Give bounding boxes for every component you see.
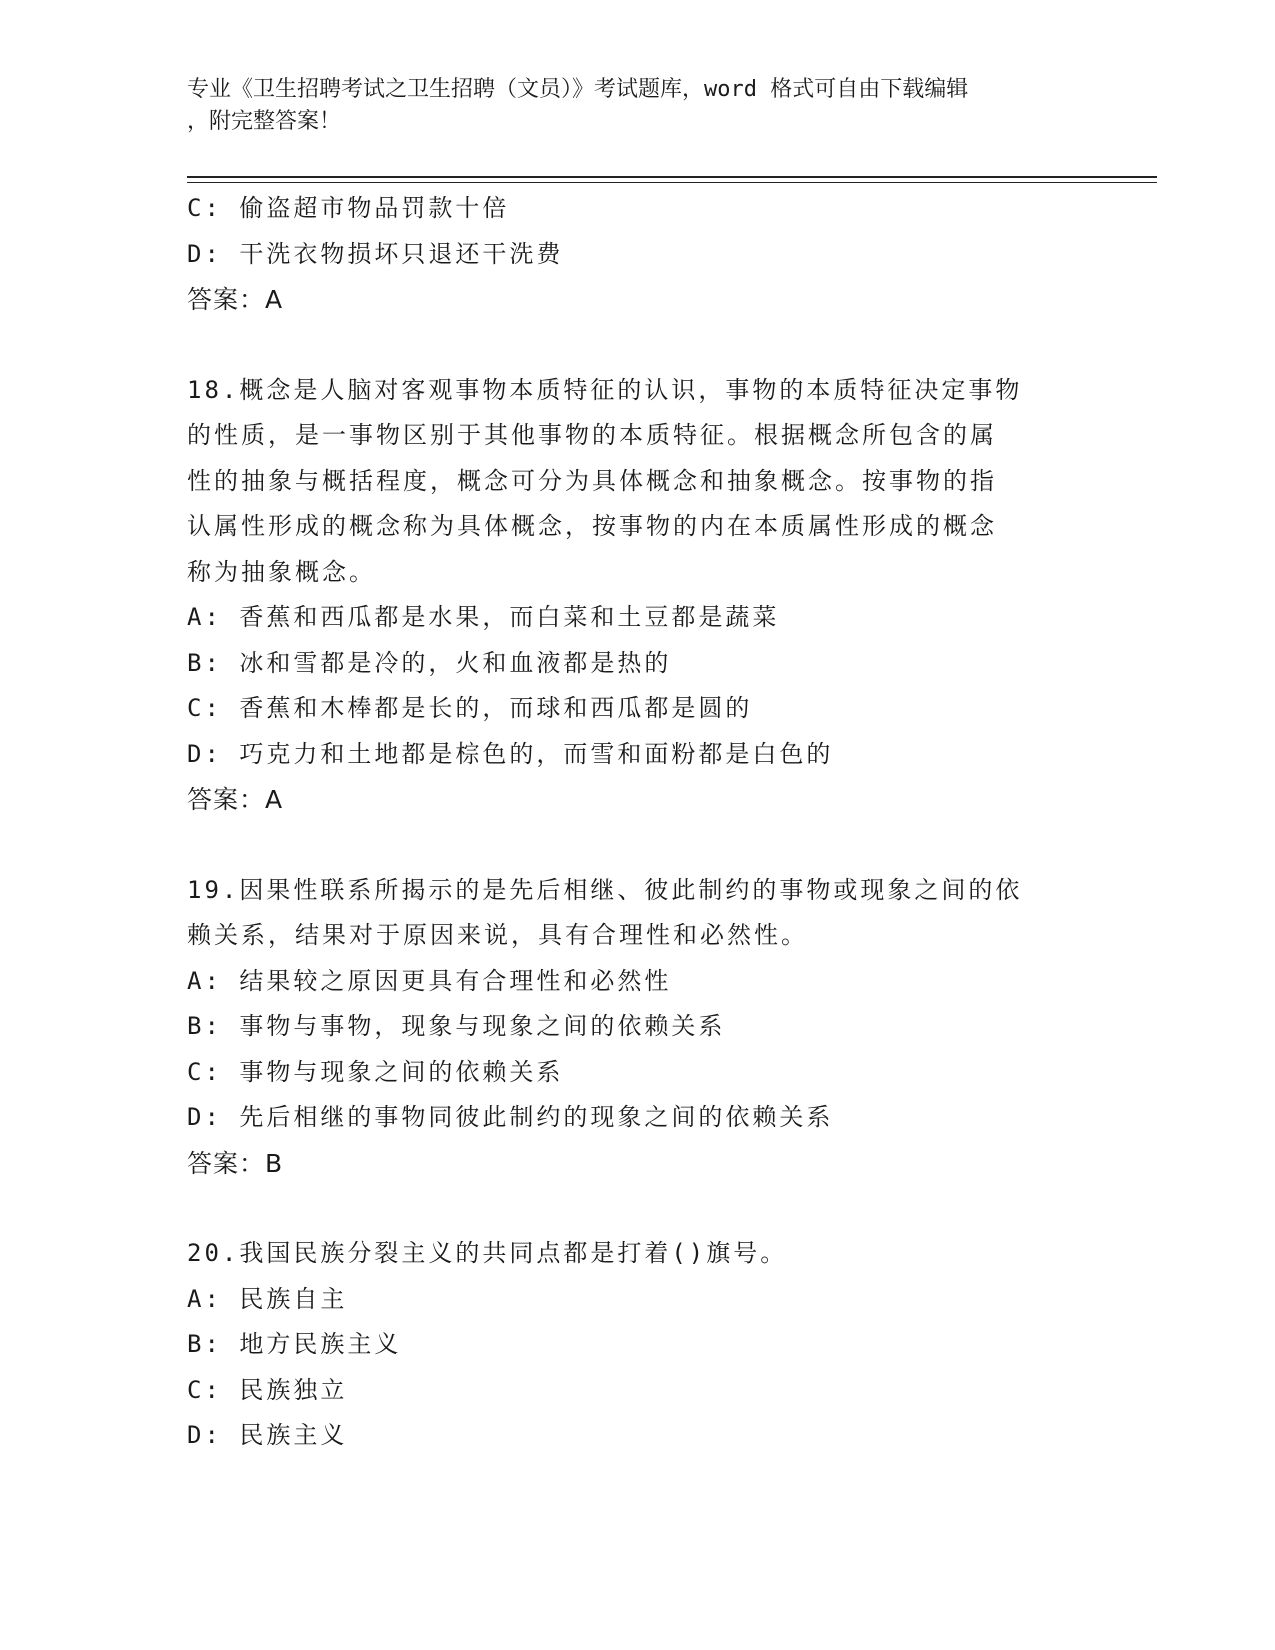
header-line-2: ，附完整答案！ <box>187 109 342 134</box>
option-c: C: 事物与现象之间的依赖关系 <box>187 1057 564 1086</box>
option-d: D: 巧克力和土地都是棕色的，而雪和面粉都是白色的 <box>187 739 834 768</box>
answer-label: 答案：A <box>187 785 284 814</box>
option-c: C: 民族独立 <box>187 1375 348 1404</box>
question-text-line: 19.因果性联系所揭示的是先后相继、彼此制约的事物或现象之间的依 <box>187 875 1023 904</box>
question-text-line: 20.我国民族分裂主义的共同点都是打着()旗号。 <box>187 1239 788 1267</box>
option-d: D: 民族主义 <box>187 1421 348 1449</box>
question-text-line: 称为抽象概念。 <box>187 557 376 586</box>
question-list <box>187 186 1087 1459</box>
option-d: D: 干洗衣物损坏只退还干洗费 <box>187 239 564 268</box>
option-a: A: 香蕉和西瓜都是水果，而白菜和土豆都是蔬菜 <box>187 603 780 631</box>
spacer <box>187 1186 1087 1231</box>
option-a: A: 民族自主 <box>187 1284 348 1313</box>
question-18 <box>187 368 1087 823</box>
question-text-line: 赖关系，结果对于原因来说，具有合理性和必然性。 <box>187 921 808 949</box>
spacer <box>187 323 1087 368</box>
option-b: B: 冰和雪都是冷的，火和血液都是热的 <box>187 648 672 677</box>
question-20 <box>187 1231 1087 1459</box>
header-rule-thin <box>187 182 1157 183</box>
question-19 <box>187 868 1087 1187</box>
option-c: C: 偷盗超市物品罚款十倍 <box>187 194 510 222</box>
option-c: C: 香蕉和木棒都是长的，而球和西瓜都是圆的 <box>187 694 753 722</box>
option-b: B: 事物与事物，现象与现象之间的依赖关系 <box>187 1012 726 1040</box>
question-text-line: 18.概念是人脑对客观事物本质特征的认识，事物的本质特征决定事物 <box>187 375 1023 404</box>
question-text-line: 认属性形成的概念称为具体概念，按事物的内在本质属性形成的概念 <box>187 512 997 540</box>
answer-label: 答案：A <box>187 285 284 314</box>
header-line-1: 专业《卫生招聘考试之卫生招聘（文员）》考试题库，word 格式可自由下载编辑 <box>187 77 969 102</box>
option-a: A: 结果较之原因更具有合理性和必然性 <box>187 966 672 995</box>
question-text-line: 的性质，是一事物区别于其他事物的本质特征。根据概念所包含的属 <box>187 421 997 449</box>
header-rule-thick <box>187 176 1157 178</box>
option-b: B: 地方民族主义 <box>187 1330 402 1358</box>
question-17 <box>187 186 1087 323</box>
answer-label: 答案：B <box>187 1148 284 1178</box>
option-d: D: 先后相继的事物同彼此制约的现象之间的依赖关系 <box>187 1103 834 1131</box>
question-text-line: 性的抽象与概括程度，概念可分为具体概念和抽象概念。按事物的指 <box>187 466 997 495</box>
document-header <box>187 74 1087 138</box>
spacer <box>187 823 1087 868</box>
